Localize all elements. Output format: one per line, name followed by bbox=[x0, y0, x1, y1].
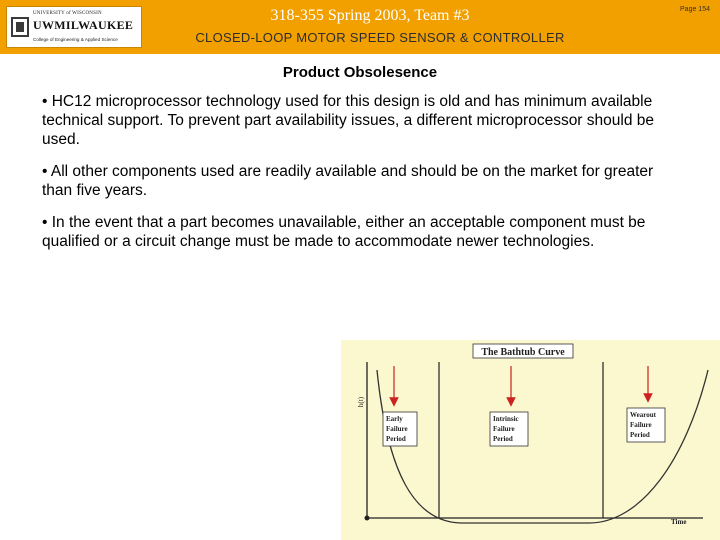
bullet-item: • All other components used are readily available and should be on the market for greater than five years. bbox=[42, 163, 654, 199]
logo-line-1: UNIVERSITY of WISCONSIN bbox=[33, 11, 102, 16]
logo-emblem-icon bbox=[11, 17, 29, 37]
university-logo bbox=[6, 6, 142, 48]
bathtub-curve-figure bbox=[341, 340, 720, 540]
slide-title: Product Obsolesence bbox=[282, 64, 438, 81]
early-failure-label: Early Failure Period bbox=[386, 415, 408, 443]
y-axis-label: h(t) bbox=[357, 396, 365, 408]
bathtub-curve-svg bbox=[341, 340, 720, 540]
figure-title: The Bathtub Curve bbox=[481, 347, 565, 358]
header-bar bbox=[0, 0, 720, 54]
origin-dot bbox=[365, 516, 370, 521]
x-axis-label: Time bbox=[671, 518, 687, 526]
logo-line-2: UWMILWAUKEE bbox=[33, 18, 134, 32]
page-number: Page 154 bbox=[680, 6, 710, 13]
bullet-list bbox=[42, 92, 682, 264]
bullet-item: • HC12 microprocessor technology used for this design is old and has minimum available technical support. To prevent part availability issues, a different microprocessor should be used. bbox=[42, 93, 655, 148]
bullet-item: • In the event that a part becomes unavailable, either an acceptable component must be qualified or a circuit change must be made to accommodate newer technologies. bbox=[42, 214, 646, 250]
project-subtitle: CLOSED-LOOP MOTOR SPEED SENSOR & CONTROLLER bbox=[195, 30, 565, 45]
course-title: 318-355 Spring 2003, Team #3 bbox=[270, 7, 470, 24]
bathtub-curve-line bbox=[377, 370, 708, 523]
wearout-failure-label: Wearout Failure Period bbox=[630, 411, 656, 439]
intrinsic-failure-label: Intrinsic Failure Period bbox=[493, 415, 519, 443]
logo-line-3: College of Engineering & Applied Science bbox=[33, 37, 118, 42]
